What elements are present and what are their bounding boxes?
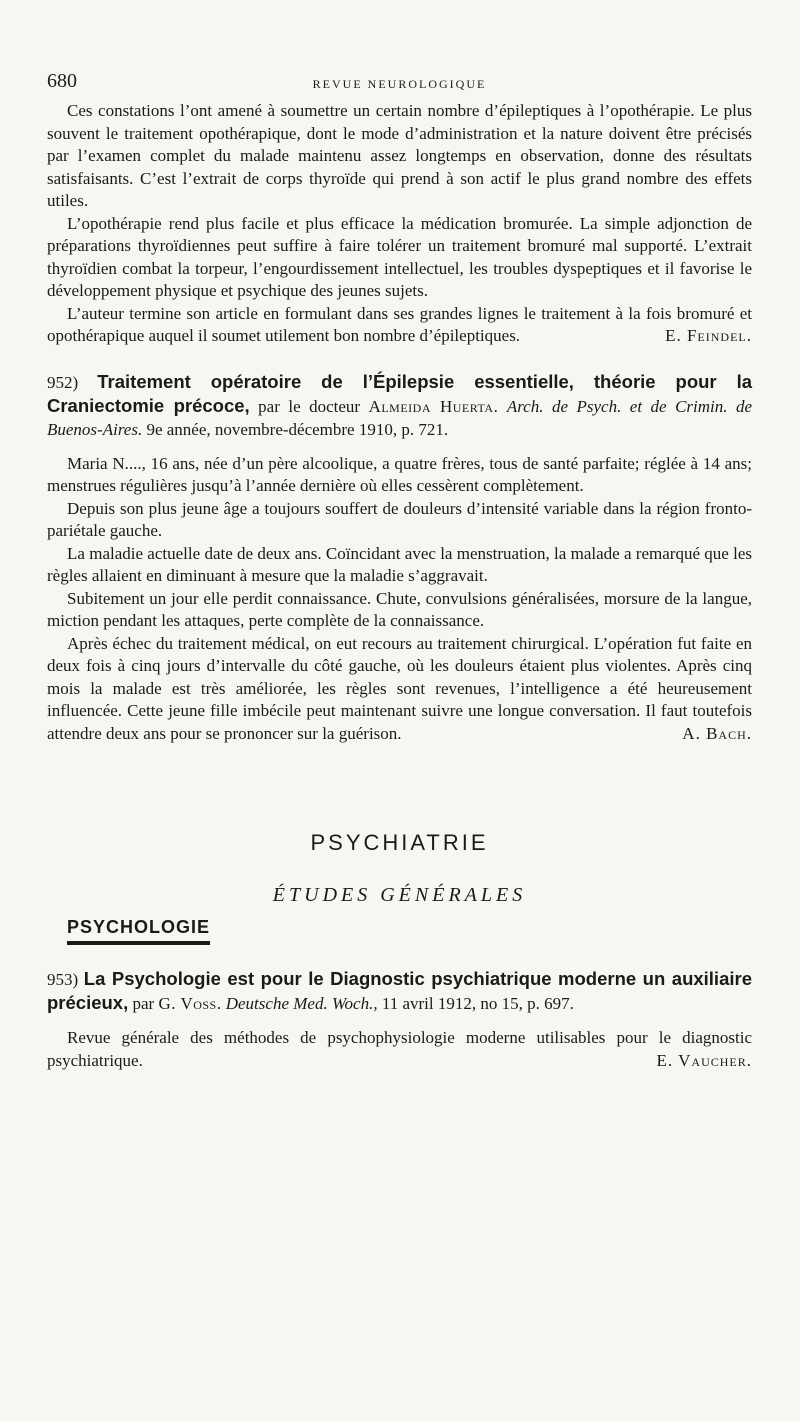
article-952-paragraph-3: La maladie actuelle date de deux ans. Coïncidant avec la menstruation, la malade a remarqué que les règles allaient en diminuant à mesure que la maladie s’aggravait. <box>47 543 752 585</box>
article-953-title: La Psychologie est pour le Diagnostic psychiatrique moderne un auxiliaire précieux, <box>47 968 752 1013</box>
article-952-paragraph-5-text: Après échec du traitement médical, on eut recours au traitement chirurgical. L’opération fut faite en deux fois à cinq jours d’intervalle du côté gauche, où les douleurs étaient plus violentes. Après cinq mois la malade est très améliorée, les règles sont revenues, l’intelligence a été heureusement influencée. Cette jeune fille imbécile peut maintenant suivre une longue conversation. Il faut toutefois attendre deux ans pour se prononcer sur la guérison. <box>47 633 752 743</box>
intro-section <box>47 100 752 348</box>
article-952-paragraph-5 <box>47 633 752 746</box>
intro-paragraph-3 <box>47 303 752 348</box>
article-953-number: 953) <box>47 970 79 989</box>
page-number: 680 <box>47 70 77 92</box>
article-952-heading <box>47 370 752 441</box>
article-953-author: G. Voss. <box>158 994 222 1013</box>
article-953-journal: Deutsche Med. Woch., <box>225 994 378 1013</box>
article-953 <box>47 967 752 1072</box>
article-952-by: par le docteur <box>258 396 361 416</box>
article-952-number: 952) <box>47 372 79 392</box>
article-953-by: par <box>132 994 155 1013</box>
article-952-title: Traitement opératoire de l’Épilepsie essentielle, théorie pour la Craniectomie précoce, <box>47 370 753 416</box>
intro-paragraph-3-text: L’auteur termine son article en formulant dans ses grandes lignes le traitement à la fois bromuré et opothérapique auquel il soumet utilement bon nombre d’épileptiques. <box>47 303 752 345</box>
intro-paragraph-2: L’opothérapie rend plus facile et plus efficace la médication bromurée. La simple adjonction de préparations thyroïdiennes peut suffire à faire tolérer un traitement bromuré mal supporté. L’extrait thyroïdien combat la torpeur, l’engourdissement intellectuel, les troubles dyspeptiques et il favorise le développement physique et psychique des jeunes sujets. <box>47 213 752 300</box>
article-953-signature: E. Vaucher. <box>656 1050 752 1070</box>
article-952-journal: Arch. de Psych. et de Crimin. de Buenos-Aires. <box>47 396 753 439</box>
page <box>47 60 752 1072</box>
subsection-title: PSYCHOLOGIE <box>67 917 210 945</box>
section-subtitle: ÉTUDES GÉNÉRALES <box>272 884 527 906</box>
article-952-paragraph-4: Subitement un jour elle perdit connaissance. Chute, convulsions généralisées, morsure de la langue, miction pendant les attaques, perte complète de la connaissance. <box>47 588 752 630</box>
section-title: PSYCHIATRIE <box>310 830 489 855</box>
article-952 <box>47 370 752 746</box>
running-head: REVUE NEUROLOGIQUE <box>312 77 487 91</box>
article-953-paragraph-1 <box>47 1027 752 1072</box>
page-header <box>47 60 752 100</box>
article-952-details: 9e année, novembre-décembre 1910, p. 721. <box>146 419 449 439</box>
article-952-paragraph-2: Depuis son plus jeune âge a toujours souffert de douleurs d’intensité variable dans la région fronto-pariétale gauche. <box>47 498 752 540</box>
intro-signature: E. Feindel. <box>665 326 752 345</box>
article-953-heading <box>47 967 752 1015</box>
article-952-signature: A. Bach. <box>682 723 752 743</box>
article-952-author: Almeida Huerta. <box>368 396 499 416</box>
intro-paragraph-1: Ces constations l’ont amené à soumettre un certain nombre d’épileptiques à l’opothérapie. Le plus souvent le traitement opothérapique, dont le mode d’administration et la nature doivent être précisés par l’examen complet du malade maintenu assez longtemps en observation, donne des résultats satisfaisants. C’est l’extrait de corps thyroïde qui prend à son actif le plus grand nombre des effets utiles. <box>47 101 752 210</box>
article-953-details: 11 avril 1912, no 15, p. 697. <box>381 994 574 1013</box>
article-953-paragraph-1-text: Revue générale des méthodes de psychophysiologie moderne utilisables pour le diagnostic psychiatrique. <box>47 1028 752 1070</box>
article-952-paragraph-1: Maria N...., 16 ans, née d’un père alcoolique, a quatre frères, tous de santé parfaite; réglée à 14 ans; menstrues régulières jusqu’à l’année dernière où elles cessèrent complètement. <box>47 453 752 495</box>
